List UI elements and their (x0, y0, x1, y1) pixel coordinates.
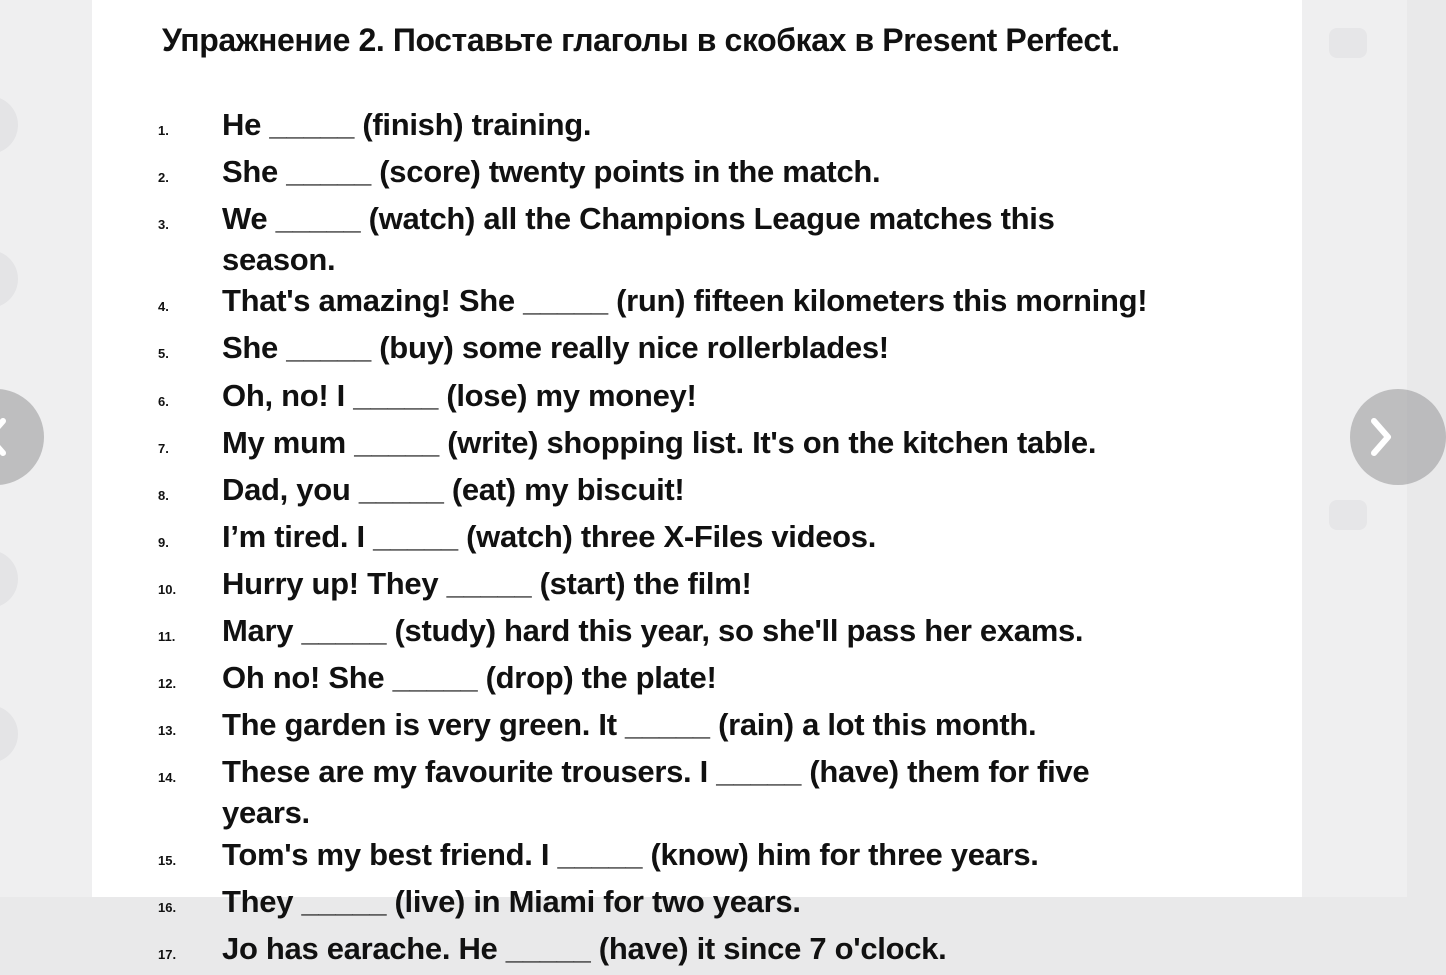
exercise-number: 17. (158, 946, 177, 962)
chevron-left-icon (0, 417, 11, 457)
exercise-sentence-text: Tom's my best friend. I _____ (know) him for three years. (222, 836, 1039, 872)
exercise-sentence-text: Oh, no! I _____ (lose) my money! (222, 377, 697, 413)
avatar (0, 550, 18, 608)
exercise-sentence-text: Jo has earache. He _____ (have) it since 7 o'clock. (222, 930, 947, 966)
exercise-item (158, 151, 1288, 198)
worksheet-page (92, 0, 1302, 966)
exercise-item (158, 198, 1288, 280)
exercise-sentence (222, 104, 1288, 145)
exercise-sentence (222, 657, 1288, 698)
exercise-item (158, 469, 1288, 516)
exercise-sentence (222, 563, 1288, 604)
exercise-sentence (222, 469, 1288, 510)
exercise-sentence (222, 881, 1288, 922)
exercise-number: 4. (158, 299, 169, 315)
exercise-item (158, 104, 1288, 151)
avatar (0, 250, 18, 308)
exercise-number: 15. (158, 852, 177, 868)
exercise-sentence (222, 610, 1288, 651)
exercise-sentence-text: She _____ (buy) some really nice rollerblades! (222, 330, 889, 366)
exercise-number: 1. (158, 123, 169, 138)
exercise-sentence-text: Hurry up! They _____ (start) the film! (222, 565, 752, 601)
exercise-sentence-text: My mum _____ (write) shopping list. It's on the kitchen table. (222, 424, 1097, 460)
exercise-number: 10. (158, 581, 177, 597)
exercise-sentence-text: That's amazing! She _____ (run) fifteen kilometers this morning! (222, 283, 1148, 319)
exercise-sentence-text: She _____ (score) twenty points in the match. (222, 154, 881, 190)
exercise-sentence (222, 928, 1288, 969)
exercise-sentence-text: I’m tired. I _____ (watch) three X-Files videos. (222, 518, 877, 554)
exercise-number: 5. (158, 346, 169, 362)
exercise-item (158, 657, 1288, 704)
exercise-number: 3. (158, 217, 169, 233)
exercise-number: 9. (158, 534, 169, 550)
exercise-item (158, 327, 1288, 374)
exercise-sentence (222, 834, 1288, 875)
exercise-item (158, 422, 1288, 469)
exercise-sentence (222, 422, 1288, 463)
exercise-item (158, 563, 1288, 610)
share-icon (1329, 500, 1367, 530)
exercise-sentence-text: These are my favourite trousers. I _____ (have) them for five (222, 754, 1090, 790)
exercise-sentence-text: Mary _____ (study) hard this year, so she'll pass her exams. (222, 613, 1084, 649)
exercise-sentence-text: He _____ (finish) training. (222, 107, 592, 142)
avatar (0, 705, 18, 763)
exercise-number: 2. (158, 170, 169, 186)
exercise-sentence (222, 327, 1288, 368)
exercise-sentence (222, 751, 1288, 833)
exercise-sentence-continuation: years. (222, 795, 310, 831)
worksheet-title: Упражнение 2. Поставьте глаголы в скобках в Present Perfect. (162, 22, 1120, 58)
exercise-sentence (222, 280, 1288, 321)
exercise-number: 14. (158, 770, 177, 786)
exercise-sentence-text: They _____ (live) in Miami for two years. (222, 883, 801, 919)
exercise-number: 6. (158, 393, 169, 409)
exercise-sentence (222, 516, 1288, 557)
exercise-sentence-text: The garden is very green. It _____ (rain) a lot this month. (222, 707, 1037, 743)
exercise-item (158, 375, 1288, 422)
exercise-sentence-continuation: season. (222, 242, 336, 278)
exercise-sentence-text: We _____ (watch) all the Champions League matches this (222, 201, 1055, 237)
exercise-number: 11. (158, 629, 176, 645)
exercise-item (158, 881, 1288, 928)
exercise-sentence-text: Oh no! She _____ (drop) the plate! (222, 660, 717, 696)
exercise-sentence (222, 198, 1288, 280)
next-image-button[interactable] (1350, 389, 1446, 485)
exercise-number: 8. (158, 487, 169, 503)
exercise-sentence-text: Dad, you _____ (eat) my biscuit! (222, 471, 685, 507)
exercise-item (158, 280, 1288, 327)
exercise-item (158, 751, 1288, 833)
exercise-item (158, 610, 1288, 657)
exercise-sentence (222, 704, 1288, 745)
exercise-item (158, 834, 1288, 881)
exercise-list (158, 104, 1288, 975)
exercise-item (158, 928, 1288, 975)
exercise-sentence (222, 151, 1288, 192)
share-icon (1329, 28, 1367, 58)
exercise-number: 7. (158, 440, 169, 456)
avatar (0, 96, 18, 154)
exercise-number: 16. (158, 899, 177, 915)
chevron-right-icon (1366, 417, 1396, 457)
exercise-number: 12. (158, 676, 177, 692)
exercise-sentence (222, 375, 1288, 416)
exercise-number: 13. (158, 723, 177, 739)
exercise-item (158, 516, 1288, 563)
exercise-item (158, 704, 1288, 751)
